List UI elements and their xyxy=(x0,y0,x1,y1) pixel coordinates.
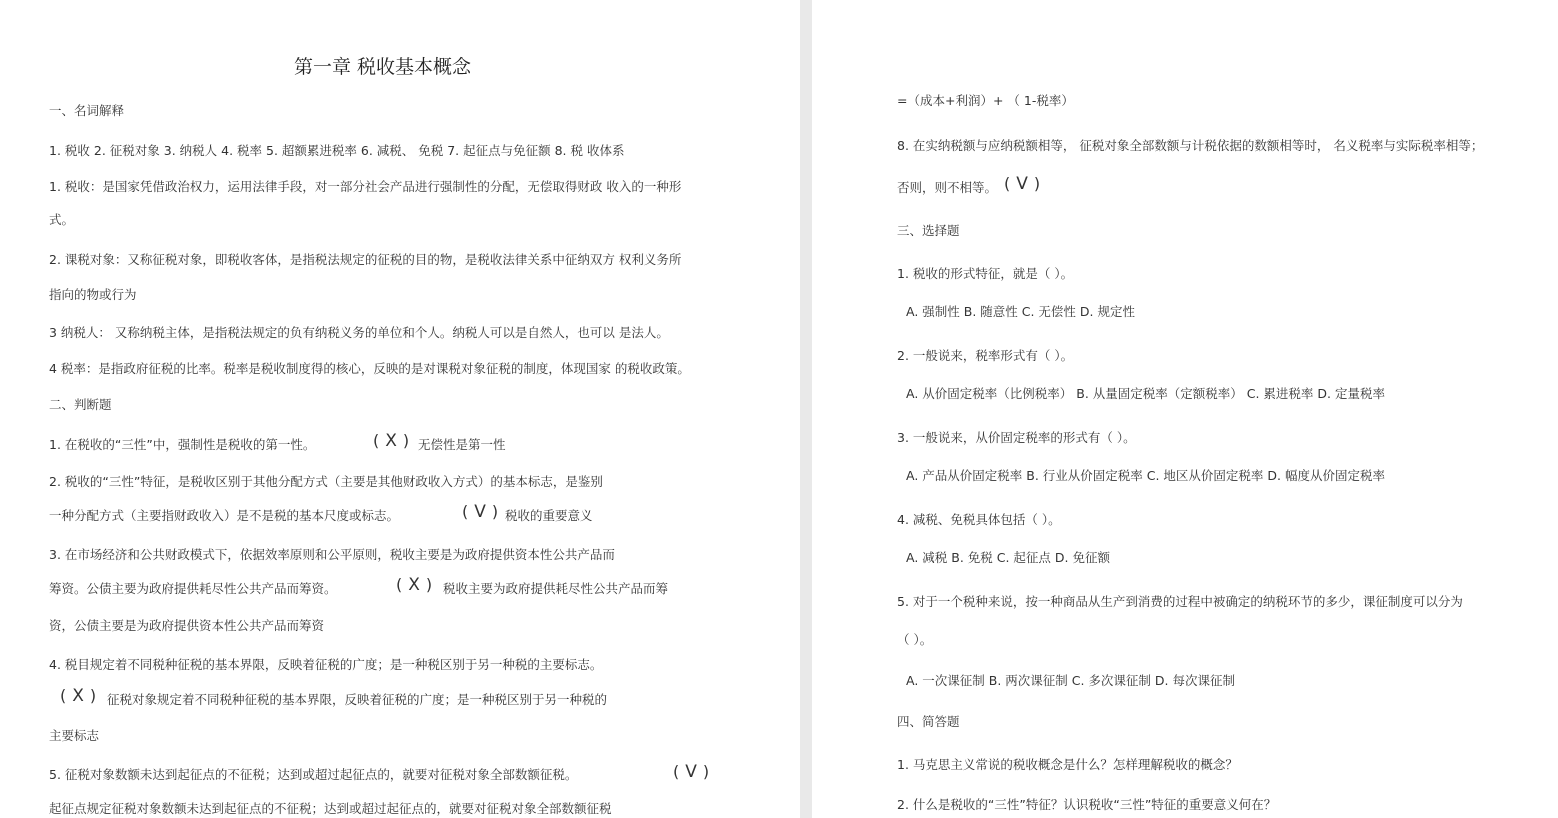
options-line: A. 减税 B. 免税 C. 起征点 D. 免征额 xyxy=(906,550,1110,565)
paragraph-line: 2. 税收的“三性”特征，是税收区别于其他分配方式（主要是其他财政收入方式）的基本标志，是鉴别 xyxy=(49,474,603,489)
options-line: A. 强制性 B. 随意性 C. 无偿性 D. 规定性 xyxy=(906,304,1135,319)
paragraph-line: 3 纳税人： 又称纳税主体，是指税法规定的负有纳税义务的单位和个人。纳税人可以是自然人，也可以 是法人。 xyxy=(49,325,669,340)
question-line: 1. 税收的形式特征，就是（ ）。 xyxy=(897,266,1074,281)
paragraph-line: 3. 在市场经济和公共财政模式下，依据效率原则和公平原则，税收主要是为政府提供资本性公共产品而 xyxy=(49,547,615,562)
question-line: 2. 一般说来，税率形式有（ ）。 xyxy=(897,348,1074,363)
page-title: 第一章 税收基本概念 xyxy=(294,56,472,78)
paragraph-line: 起征点规定征税对象数额未达到起征点的不征税；达到或超过起征点的，就要对征税对象全部数额征税 xyxy=(49,801,612,816)
question-line: 2. 什么是税收的“三性”特征？认识税收“三性”特征的重要意义何在？ xyxy=(897,797,1277,812)
paragraph-line: 2. 课税对象：又称征税对象，即税收客体，是指税法规定的征税的目的物，是税收法律关系中征纳双方 权利义务所 xyxy=(49,252,682,267)
options-line: A. 产品从价固定税率 B. 行业从价固定税率 C. 地区从价固定税率 D. 幅度从价固定税率 xyxy=(906,468,1385,483)
question-line: 3. 一般说来，从价固定税率的形式有（ ）。 xyxy=(897,430,1136,445)
paragraph-line: 4 税率：是指政府征税的比率。税率是税收制度得的核心，反映的是对课税对象征税的制度，体现国家 的税收政策。 xyxy=(49,361,690,376)
question-line: 4. 减税、免税具体包括（ ）。 xyxy=(897,512,1061,527)
answer-mark: ( V ) xyxy=(462,502,499,522)
paragraph-line: =（成本+利润）+ （ 1-税率） xyxy=(897,93,1074,108)
section-heading-judgement: 二、判断题 xyxy=(49,397,112,412)
paragraph-line: 一种分配方式（主要指财政收入）是不是税的基本尺度或标志。 xyxy=(49,508,400,523)
paragraph-line: 税收的重要意义 xyxy=(505,508,593,523)
paragraph-line: 1. 税收 2. 征税对象 3. 纳税人 4. 税率 5. 超额累进税率 6. 减税、 免税 7. 起征点与免征额 8. 税 收体系 xyxy=(49,143,625,158)
paragraph-line: 税收主要为政府提供耗尽性公共产品而筹 xyxy=(443,581,669,596)
paragraph-line: 1. 税收：是国家凭借政治权力，运用法律手段，对一部分社会产品进行强制性的分配，无偿取得财政 收入的一种形 xyxy=(49,179,682,194)
question-line: （ ）。 xyxy=(897,632,933,647)
options-line: A. 一次课征制 B. 两次课征制 C. 多次课征制 D. 每次课征制 xyxy=(906,673,1235,688)
paragraph-line: 4. 税目规定着不同税种征税的基本界限，反映着征税的广度；是一种税区别于另一种税的主要标志。 xyxy=(49,657,603,672)
section-heading-short-answer: 四、简答题 xyxy=(897,714,960,729)
question-line: 1. 马克思主义常说的税收概念是什么？怎样理解税收的概念？ xyxy=(897,757,1238,772)
question-line: 5. 对于一个税种来说，按一种商品从生产到消费的过程中被确定的纳税环节的多少，课征制度可以分为 xyxy=(897,594,1463,609)
paragraph-line: 资，公债主要是为政府提供资本性公共产品而筹资 xyxy=(49,618,325,633)
paragraph-line: 5. 征税对象数额未达到起征点的不征税；达到或超过起征点的，就要对征税对象全部数额征税。 xyxy=(49,767,578,782)
answer-mark: ( V ) xyxy=(673,762,710,782)
answer-mark: ( X ) xyxy=(396,575,433,595)
paragraph-line: 征税对象规定着不同税种征税的基本界限，反映着征税的广度；是一种税区别于另一种税的 xyxy=(107,692,608,707)
paragraph-line: 式。 xyxy=(49,212,75,227)
answer-mark: ( X ) xyxy=(60,686,97,706)
answer-mark: ( X ) xyxy=(373,431,410,451)
paragraph-line: 主要标志 xyxy=(49,728,100,743)
paragraph-line: 否则，则不相等。 xyxy=(897,180,998,195)
paragraph-line: 指向的物或行为 xyxy=(49,287,137,302)
section-heading-terms: 一、名词解释 xyxy=(49,103,125,118)
document-page-right xyxy=(812,0,1558,818)
section-heading-choice: 三、选择题 xyxy=(897,223,960,238)
paragraph-line: 无偿性是第一性 xyxy=(418,437,506,452)
paragraph-line: 筹资。公债主要为政府提供耗尽性公共产品而筹资。 xyxy=(49,581,337,596)
options-line: A. 从价固定税率（比例税率） B. 从量固定税率（定额税率） C. 累进税率 D. 定量税率 xyxy=(906,386,1385,401)
answer-mark: ( V ) xyxy=(1004,174,1041,194)
paragraph-line: 8. 在实纳税额与应纳税额相等， 征税对象全部数额与计税依据的数额相等时， 名义税率与实际税率相等； xyxy=(897,138,1484,153)
paragraph-line: 1. 在税收的“三性”中，强制性是税收的第一性。 xyxy=(49,437,316,452)
